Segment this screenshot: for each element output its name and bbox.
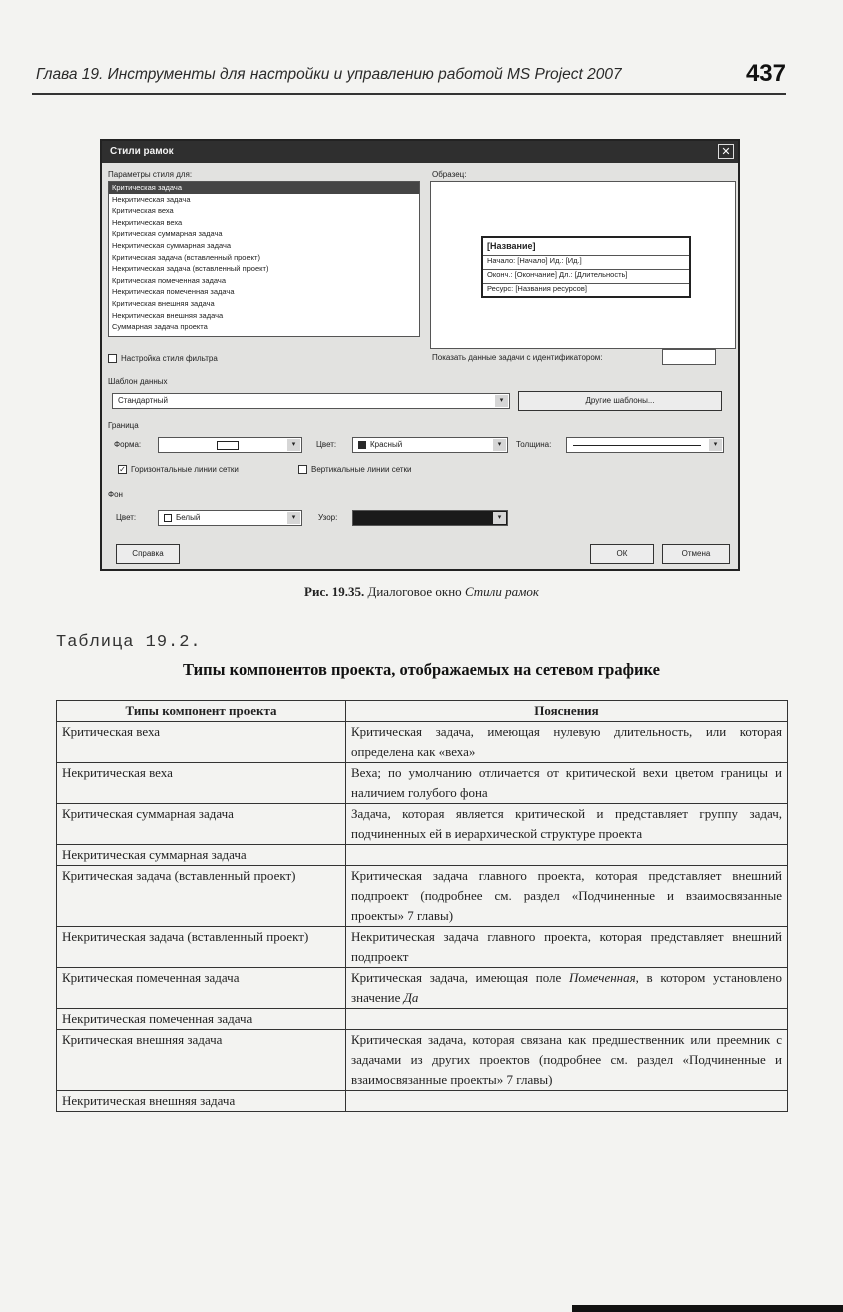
style-item[interactable]: Некритическая задача	[112, 194, 191, 204]
table-label: Таблица 19.2.	[56, 633, 202, 652]
border-color-select[interactable]	[352, 437, 508, 453]
component-note	[346, 1009, 788, 1030]
note-text: Критическая задача, имеющая поле	[351, 970, 569, 985]
bg-color-value: Белый	[176, 513, 201, 522]
component-note: Критическая задача, которая связана как предшественник или преемник с задачами из других проектов (подробнее см. раздел «Подчиненные и взаимосвязанные проекты» 7 главы)	[346, 1030, 788, 1091]
component-note	[346, 968, 788, 1009]
table-row	[57, 866, 788, 927]
table-header-note: Пояснения	[346, 701, 788, 722]
table-header-type: Типы компонент проекта	[57, 701, 346, 722]
pattern-select[interactable]	[352, 510, 508, 526]
components-table	[56, 700, 788, 1112]
style-item[interactable]: Критическая задача	[109, 182, 419, 194]
component-note: Задача, которая является критической и представляет группу задач, подчиненных ей в иерархической структуре проекта	[346, 804, 788, 845]
figure-name: Стили рамок	[464, 584, 539, 599]
style-item[interactable]: Критическая внешняя задача	[112, 298, 215, 308]
chevron-down-icon: ▾	[709, 439, 722, 451]
page-edge-bar	[572, 1305, 843, 1312]
running-header	[36, 62, 786, 92]
border-color-value: Красный	[370, 440, 403, 449]
sample-preview	[430, 181, 736, 349]
color-swatch-icon	[358, 441, 366, 449]
table-row	[57, 1091, 788, 1112]
color-swatch-icon	[164, 514, 172, 522]
styles-listbox[interactable]	[108, 181, 420, 337]
other-templates-button[interactable]: Другие шаблоны...	[518, 391, 722, 411]
component-type: Некритическая внешняя задача	[57, 1091, 346, 1112]
border-group-label: Граница	[108, 421, 139, 430]
chevron-down-icon: ▾	[495, 395, 508, 407]
style-item[interactable]: Критическая суммарная задача	[112, 229, 223, 239]
cancel-button[interactable]: Отмена	[662, 544, 730, 564]
component-type: Критическая суммарная задача	[57, 804, 346, 845]
field-name: Помеченная	[568, 970, 636, 985]
component-type: Критическая задача (вставленный проект)	[57, 866, 346, 927]
field-value: Да	[403, 990, 419, 1005]
ok-button[interactable]: ОК	[590, 544, 654, 564]
style-item[interactable]: Критическая задача (вставленный проект)	[112, 252, 260, 262]
template-value: Стандартный	[118, 396, 168, 405]
component-type: Некритическая суммарная задача	[57, 845, 346, 866]
bg-color-select[interactable]	[158, 510, 302, 526]
template-group-label: Шаблон данных	[108, 377, 168, 386]
show-data-label: Показать данные задачи с идентификатором:	[432, 353, 603, 362]
sample-row-resource: Ресурс: [Названия ресурсов]	[483, 283, 689, 293]
close-icon[interactable]: ✕	[718, 144, 734, 159]
table-title: Типы компонентов проекта, отображаемых на сетевом графике	[183, 660, 660, 679]
hgrid-checkbox[interactable]: ✓	[119, 465, 126, 474]
figure-caption	[0, 584, 843, 600]
filter-style-checkbox[interactable]	[108, 354, 117, 363]
filter-style-label: Настройка стиля фильтра	[121, 354, 218, 363]
chevron-down-icon: ▾	[287, 512, 300, 524]
box-shape-icon	[217, 441, 239, 450]
style-item[interactable]: Некритическая помеченная задача	[112, 287, 235, 297]
border-color-label: Цвет:	[316, 440, 337, 449]
table-row	[57, 845, 788, 866]
style-item[interactable]: Некритическая задача (вставленный проект)	[112, 264, 269, 274]
help-button[interactable]: Справка	[116, 544, 180, 564]
style-item[interactable]: Некритическая внешняя задача	[112, 310, 224, 320]
header-rule	[32, 93, 786, 95]
chevron-down-icon: ▾	[287, 439, 300, 451]
style-item[interactable]: Некритическая веха	[112, 217, 183, 227]
figure-text: Диалоговое окно	[367, 584, 462, 599]
table-row	[57, 763, 788, 804]
shape-label: Форма:	[114, 440, 142, 449]
component-note	[346, 845, 788, 866]
node-box-sample	[481, 236, 691, 298]
figure-number: Рис. 19.35.	[304, 584, 365, 599]
component-type: Критическая веха	[57, 722, 346, 763]
shape-select[interactable]	[158, 437, 302, 453]
note-text: , в котором установлено значение	[351, 970, 782, 1005]
line-weight-icon	[573, 445, 701, 446]
chapter-title: Глава 19. Инструменты для настройки и управлению работой MS Project 2007	[36, 66, 622, 83]
component-type: Критическая помеченная задача	[57, 968, 346, 1009]
style-item[interactable]: Некритическая суммарная задача	[112, 240, 232, 250]
component-note: Критическая задача, имеющая нулевую длительность, или которая определена как «веха»	[346, 722, 788, 763]
table-header-row	[57, 701, 788, 722]
table-row	[57, 804, 788, 845]
background-group-label: Фон	[108, 490, 123, 499]
width-label: Толщина:	[516, 440, 552, 449]
task-id-spinner[interactable]	[662, 349, 716, 365]
pattern-label: Узор:	[318, 513, 338, 522]
width-select[interactable]	[566, 437, 724, 453]
dialog-titlebar	[102, 141, 738, 163]
table-row	[57, 1009, 788, 1030]
table-row	[57, 1030, 788, 1091]
page-number: 437	[745, 60, 786, 87]
sample-row-start: Начало: [Начало] Ид.: [Ид.]	[483, 255, 689, 265]
style-item[interactable]: Критическая веха	[112, 206, 174, 216]
component-note	[346, 1091, 788, 1112]
component-note: Критическая задача главного проекта, которая представляет внешний подпроект (подробнее см. раздел «Подчиненные и взаимосвязанные проекты» 7 главы)	[346, 866, 788, 927]
table-row	[57, 927, 788, 968]
vgrid-checkbox[interactable]	[298, 465, 307, 474]
frame-styles-dialog	[100, 139, 740, 571]
hgrid-label: Горизонтальные линии сетки	[131, 465, 239, 474]
template-select[interactable]	[112, 393, 510, 409]
table-row	[57, 968, 788, 1009]
component-type: Некритическая помеченная задача	[57, 1009, 346, 1030]
table-row	[57, 722, 788, 763]
params-label: Параметры стиля для:	[108, 170, 193, 179]
component-note: Некритическая задача главного проекта, которая представляет внешний подпроект	[346, 927, 788, 968]
dialog-title: Стили рамок	[110, 146, 174, 157]
style-item[interactable]: Критическая помеченная задача	[112, 275, 227, 285]
sample-name: [Название]	[487, 241, 536, 251]
component-note: Веха; по умолчанию отличается от критической вехи цветом границы и наличием голубого фона	[346, 763, 788, 804]
component-type: Критическая внешняя задача	[57, 1030, 346, 1091]
chevron-down-icon: ▾	[493, 512, 506, 524]
chevron-down-icon: ▾	[493, 439, 506, 451]
style-item[interactable]: Суммарная задача проекта	[112, 322, 208, 332]
component-type: Некритическая задача (вставленный проект)	[57, 927, 346, 968]
sample-row-finish: Оконч.: [Окончание] Дл.: [Длительность]	[483, 269, 689, 279]
bg-color-label: Цвет:	[116, 513, 137, 522]
component-type: Некритическая веха	[57, 763, 346, 804]
sample-label: Образец:	[432, 170, 467, 179]
vgrid-label: Вертикальные линии сетки	[311, 465, 412, 474]
